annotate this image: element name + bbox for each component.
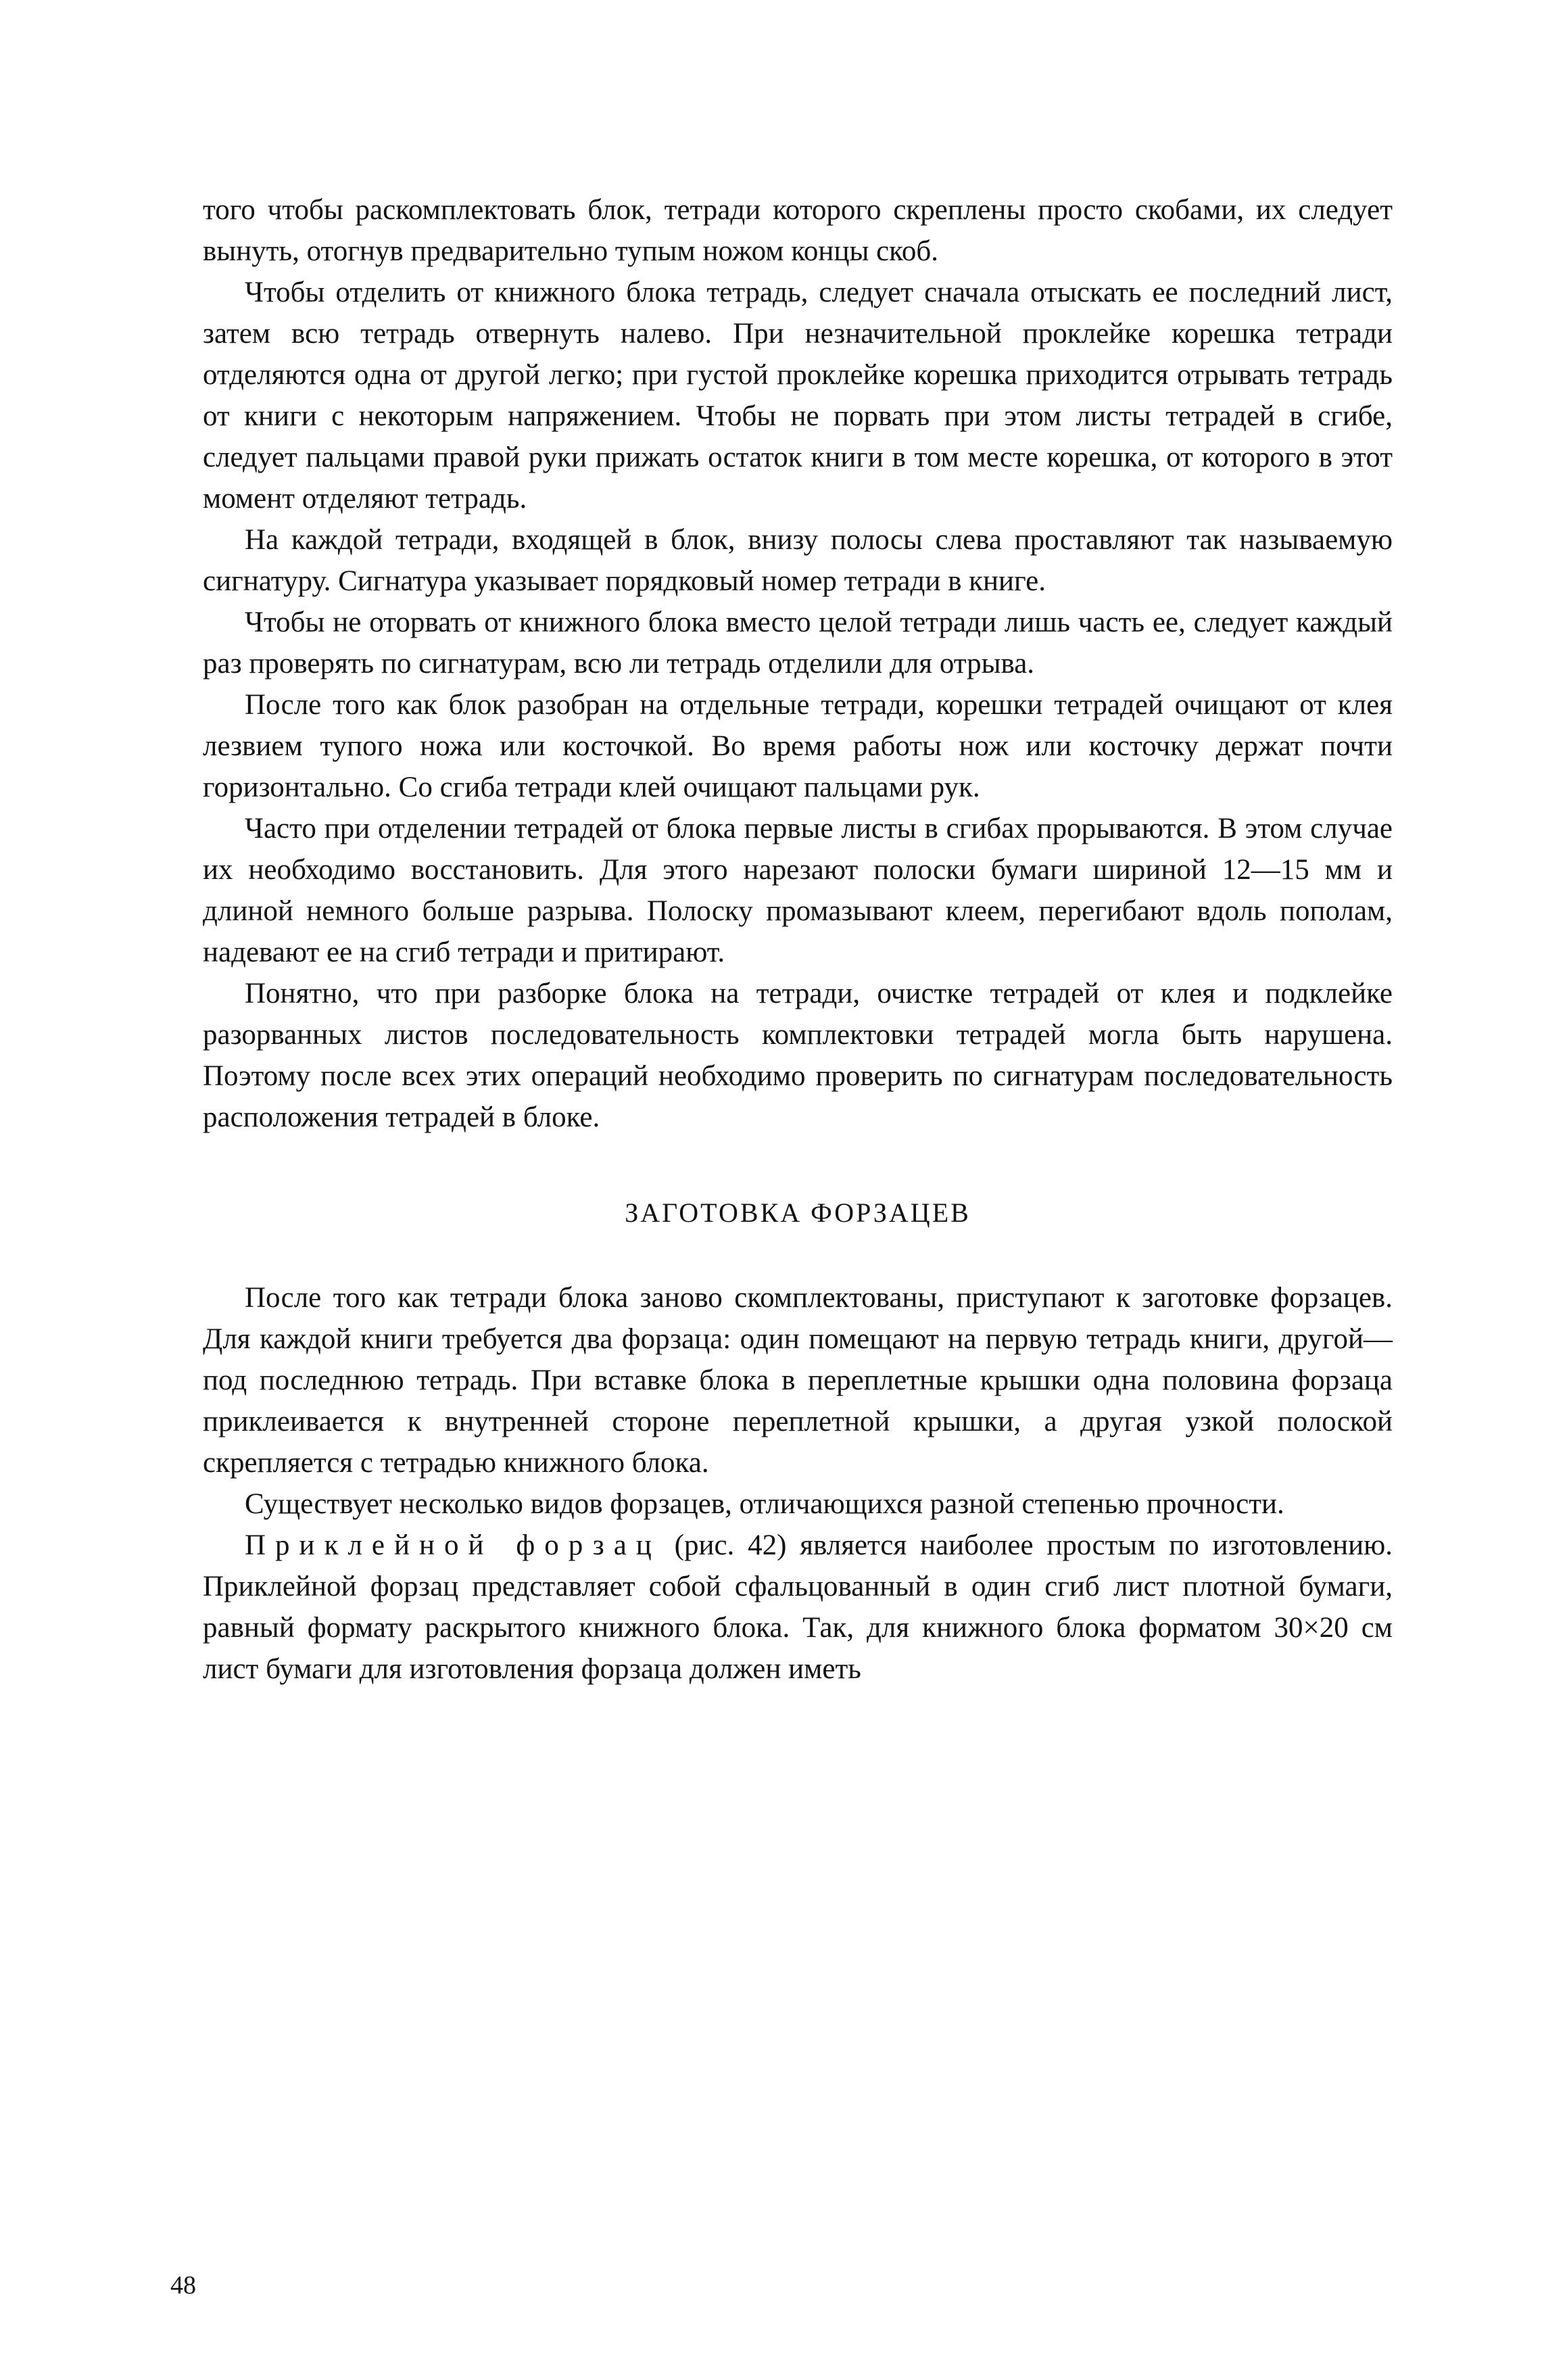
- paragraph-1: того чтобы раскомплектовать блок, тетради которого скреплены просто скобами, их следует вынуть, отогнув предварительно тупым ножом концы скоб.: [203, 194, 1393, 267]
- paragraph-5: После того как блок разобран на отдельные тетради, корешки тетрадей очищают от клея лезвием тупого ножа или косточкой. Во время работы нож или косточку держат почти горизонтально. Со сгиба тетради клей очищают пальцами рук.: [203, 689, 1393, 803]
- section-heading: ЗАГОТОВКА ФОРЗАЦЕВ: [625, 1197, 971, 1228]
- page-body: [203, 189, 1393, 1690]
- paragraph-8: После того как тетради блока заново скомплектованы, приступают к заготовке форзацев. Для каждой книги требуется два форзаца: один помещают на первую тетрадь книги, другой—под последнюю тетрадь. При вставке блока в переплетные крышки одна половина форзаца приклеивается к внутренней стороне переплетной крышки, а другая узкой полоской скрепляется с тетрадью книжного блока.: [203, 1282, 1393, 1479]
- paragraph-10: [203, 1525, 1393, 1690]
- paragraph-10-text: (рис. 42) является наиболее простым по изготовлению. Приклейной форзац представляет собой сфальцованный в один сгиб лист плотной бумаги, равный формату раскрытого книжного блока. Так, для книжного блока форматом 30×20 см лист бумаги для изготовления форзаца должен иметь: [203, 1529, 1393, 1685]
- paragraph-4: Чтобы не оторвать от книжного блока вместо целой тетради лишь часть ее, следует каждый раз проверять по сигнатурам, всю ли тетрадь отделили для отрыва.: [203, 606, 1393, 680]
- spaced-term: Приклейной форзац: [245, 1529, 661, 1561]
- paragraph-9: Существует несколько видов форзацев, отличающихся разной степенью прочности.: [245, 1488, 1284, 1520]
- paragraph-2: Чтобы отделить от книжного блока тетрадь, следует сначала отыскать ее последний лист, затем всю тетрадь отвернуть налево. При незначительной проклейке корешка тетради отделяются одна от другой легко; при густой проклейке корешка приходится отрывать тетрадь от книги с некоторым напряжением. Чтобы не порвать при этом листы тетрадей в сгибе, следует пальцами правой руки прижать остаток книги в том месте корешка, от которого в этот момент отделяют тетрадь.: [203, 277, 1393, 515]
- paragraph-3: На каждой тетради, входящей в блок, внизу полосы слева проставляют так называемую сигнатуру. Сигнатура указывает порядковый номер тетради в книге.: [203, 524, 1393, 597]
- paragraph-6: Часто при отделении тетрадей от блока первые листы в сгибах прорываются. В этом случае их необходимо восстановить. Для этого нарезают полоски бумаги шириной 12—15 мм и длиной немного больше разрыва. Полоску промазывают клеем, перегибают вдоль пополам, надевают ее на сгиб тетради и притирают.: [203, 813, 1393, 968]
- paragraph-7: Понятно, что при разборке блока на тетради, очистке тетрадей от клея и подклейке разорванных листов последовательность комплектовки тетрадей могла быть нарушена. Поэтому после всех этих операций необходимо проверить по сигнатурам последовательность расположения тетрадей в блоке.: [203, 978, 1393, 1133]
- page-number: 48: [170, 2271, 196, 2300]
